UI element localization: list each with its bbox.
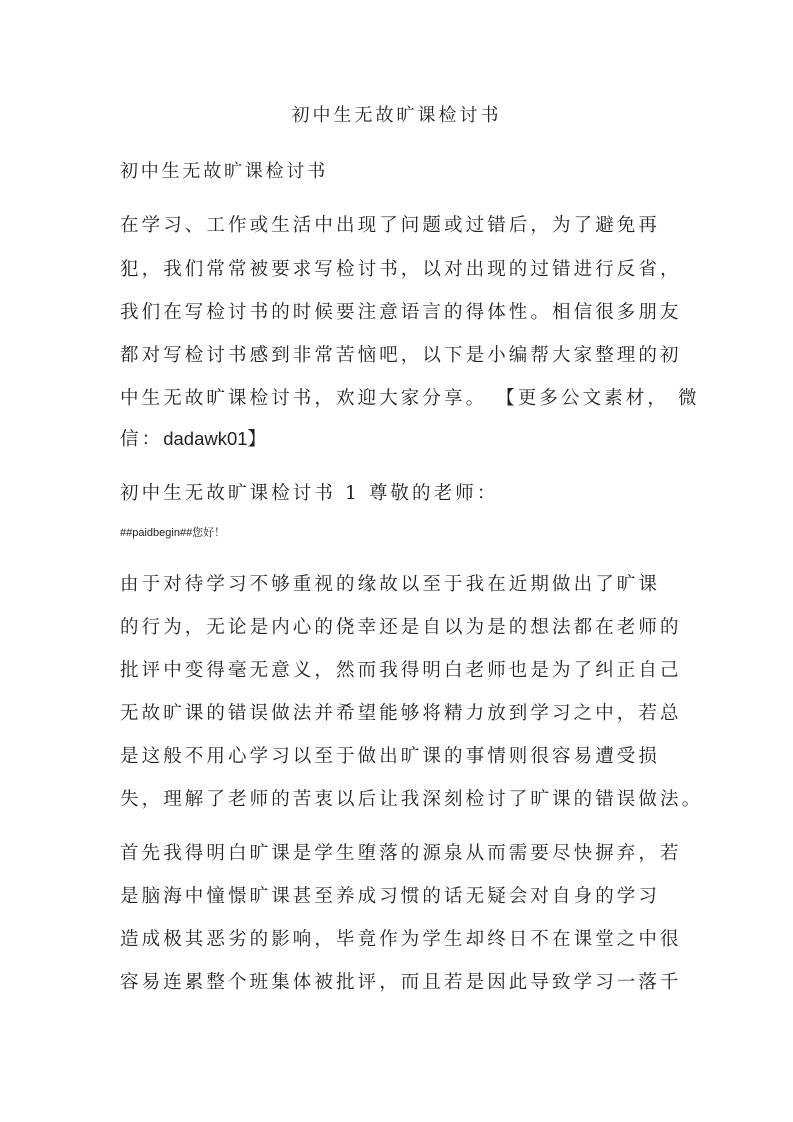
intro-last-suffix: 】 [247, 429, 270, 450]
greeting: ##paidbegin##您好！ [120, 527, 226, 539]
body-line: 容易连累整个班集体被批评，而且若是因此导致学习一落千 [120, 972, 682, 993]
document-subtitle: 初中生无故旷课检讨书 [120, 161, 328, 182]
section-heading: 初中生无故旷课检讨书 1 尊敬的老师： [120, 483, 499, 504]
intro-line-last [120, 427, 269, 452]
body-line: 无故旷课的错误做法并希望能够将精力放到学习之中，若总 [120, 703, 682, 724]
body-line: 首先我得明白旷课是学生堕落的源泉从而需要尽快摒弃，若 [120, 843, 682, 864]
body-line: 造成极其恶劣的影响，毕竟作为学生却终日不在课堂之中很 [120, 929, 682, 950]
intro-line: 都对写检讨书感到非常苦恼吧，以下是小编帮大家整理的初 [120, 345, 682, 366]
wechat-id: dadawk01 [163, 428, 248, 449]
intro-line: 在学习、工作或生活中出现了问题或过错后，为了避免再 [120, 215, 661, 236]
document-title: 初中生无故旷课检讨书 [291, 105, 502, 126]
intro-line: 犯，我们常常被要求写检讨书，以对出现的过错进行反省， [120, 259, 682, 280]
body-line: 是这般不用心学习以至于做出旷课的事情则很容易遭受损 [120, 746, 661, 767]
body-line: 的行为，无论是内心的侥幸还是自以为是的想法都在老师的 [120, 617, 682, 638]
intro-last-prefix: 信： [120, 429, 164, 450]
intro-line: 我们在写检讨书的时候要注意语言的得体性。相信很多朋友 [120, 302, 682, 323]
body-line: 批评中变得毫无意义，然而我得明白老师也是为了纠正自己 [120, 660, 682, 681]
body-line: 失，理解了老师的苦衷以后让我深刻检讨了旷课的错误做法。 [120, 789, 704, 810]
body-line: 由于对待学习不够重视的缘故以至于我在近期做出了旷课 [120, 574, 661, 595]
body-line: 是脑海中憧憬旷课甚至养成习惯的话无疑会对自身的学习 [120, 886, 661, 907]
intro-line: 中生无故旷课检讨书，欢迎大家分享。 【更多公文素材， 微 [120, 388, 700, 409]
